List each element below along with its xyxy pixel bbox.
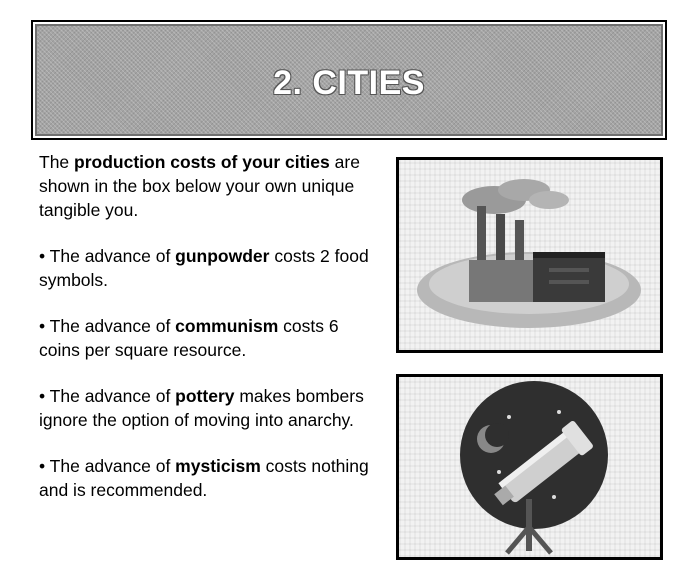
paragraph-4 [39,384,384,432]
paragraph-5 [39,454,384,502]
paragraph-text: costs 2 food symbols. [39,246,369,290]
paragraph-text: are shown in the box below your own unique tangible you. [39,152,360,220]
paragraph-3 [39,314,384,362]
page-title: 2. CITIES [273,64,425,102]
paragraph-1 [39,150,384,222]
bold-term: communism [175,316,279,336]
paragraph-text: • The advance of [39,456,176,476]
factory-picture-frame [396,157,663,353]
factory-icon [399,160,660,350]
bold-term: gunpowder [175,246,270,266]
rules-text [39,150,384,524]
title-banner-inner [35,24,663,136]
paragraph-text: The [39,152,75,172]
bold-term: pottery [175,386,235,406]
bold-term: mysticism [175,456,261,476]
paragraph-text: costs 6 coins per square resource. [39,316,339,360]
bold-term: production costs of your cities [74,152,330,172]
paragraph-text: costs nothing and is recommended. [39,456,369,500]
telescope-icon [399,377,660,557]
title-banner [31,20,667,140]
paragraph-text: • The advance of [39,246,176,266]
paragraph-text: • The advance of [39,386,176,406]
paragraph-text: makes bombers ignore the option of moving into anarchy. [39,386,364,430]
telescope-picture-frame [396,374,663,560]
paragraph-text: • The advance of [39,316,176,336]
paragraph-2 [39,244,384,292]
